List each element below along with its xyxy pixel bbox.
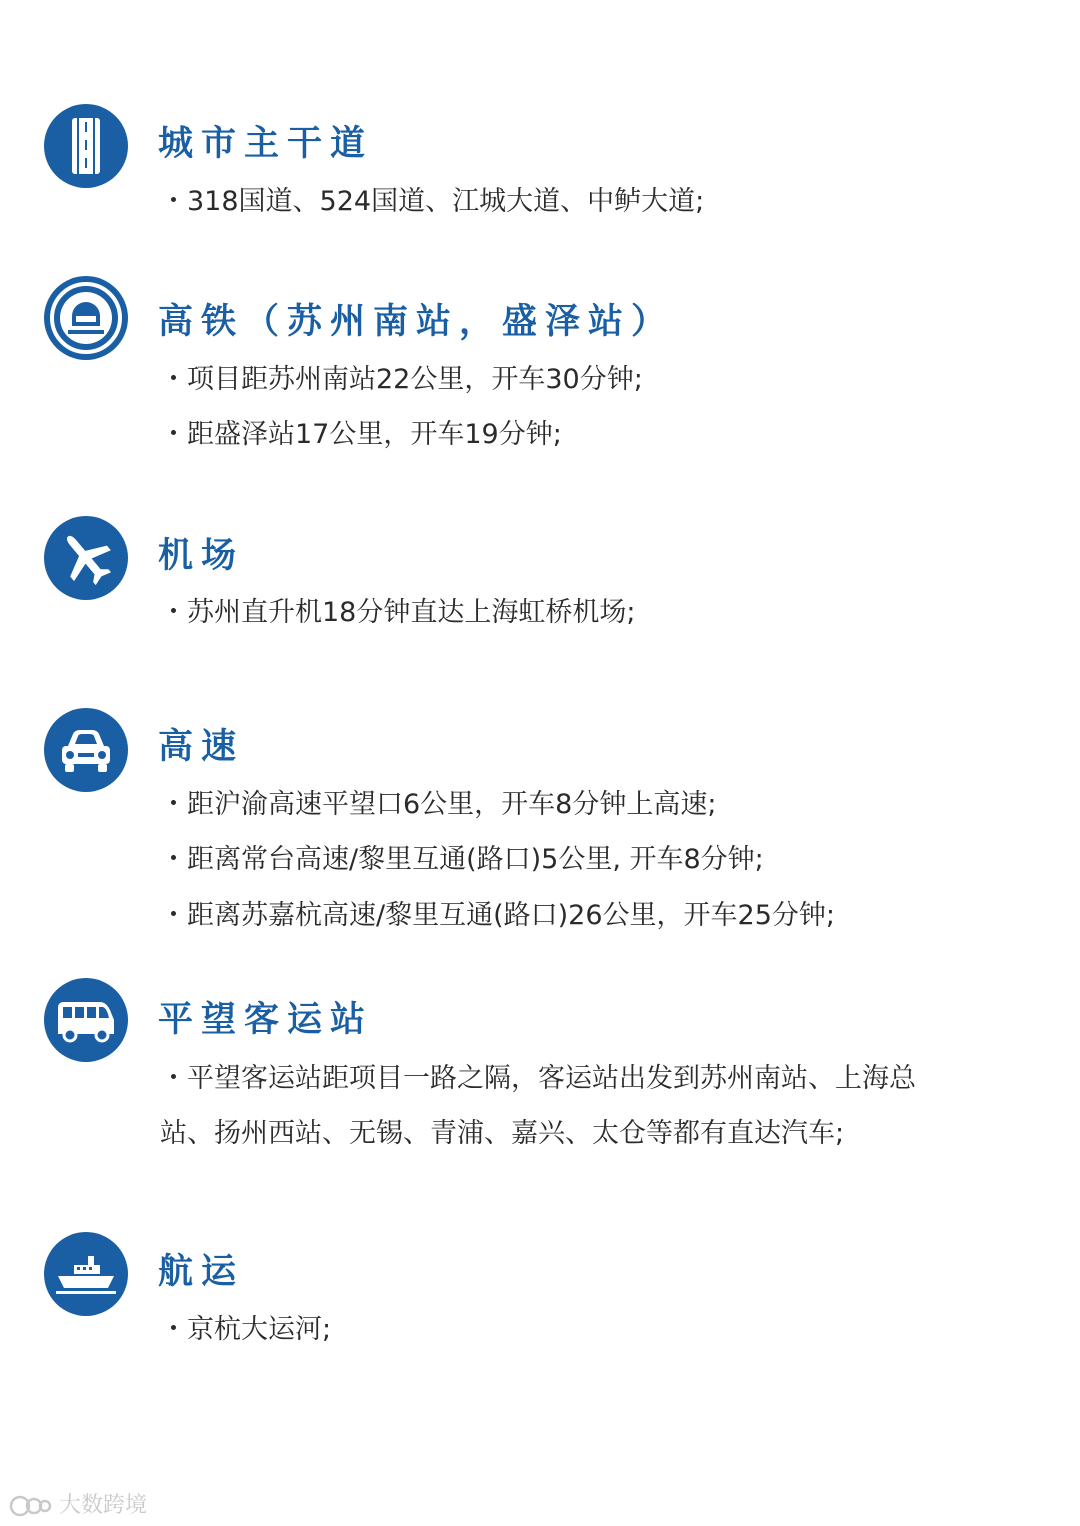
list-item: ・京杭大运河; — [160, 1314, 332, 1345]
watermark — [8, 1488, 147, 1520]
road-icon — [44, 104, 128, 188]
list-item: ・距离常台高速/黎里互通(路口)5公里, 开车8分钟; — [160, 844, 764, 875]
bus-icon — [44, 978, 128, 1062]
section-title: 高速 — [158, 727, 245, 767]
list-item: ・318国道、524国道、江城大道、中鲈大道; — [160, 186, 705, 217]
list-item: ・距离苏嘉杭高速/黎里互通(路口)26公里，开车25分钟; — [160, 900, 835, 931]
train-station-icon — [44, 276, 128, 360]
list-item: 站、扬州西站、无锡、青浦、嘉兴、太仓等都有直达汽车; — [160, 1118, 845, 1149]
list-item: ・平望客运站距项目一路之隔，客运站出发到苏州南站、上海总 — [160, 1063, 916, 1094]
list-item: ・苏州直升机18分钟直达上海虹桥机场; — [160, 597, 636, 628]
section-title: 城市主干道 — [158, 124, 374, 164]
airplane-icon — [44, 516, 128, 600]
watermark-logo-icon — [8, 1492, 52, 1520]
car-icon — [44, 708, 128, 792]
watermark-text: 大数跨境 — [59, 1493, 148, 1518]
section-title: 机场 — [158, 536, 245, 576]
list-item: ・项目距苏州南站22公里，开车30分钟; — [160, 364, 643, 395]
ship-icon — [44, 1232, 128, 1316]
section-title: 航运 — [158, 1252, 245, 1292]
section-title: 高铁（苏州南站，盛泽站） — [158, 302, 675, 342]
list-item: ・距盛泽站17公里，开车19分钟; — [160, 419, 562, 450]
list-item: ・距沪渝高速平望口6公里，开车8分钟上高速; — [160, 789, 717, 820]
section-title: 平望客运站 — [158, 1000, 374, 1040]
